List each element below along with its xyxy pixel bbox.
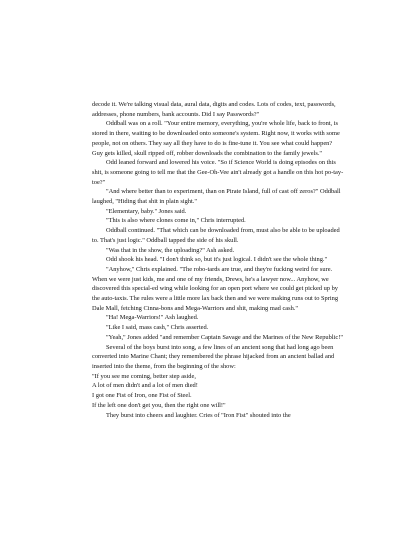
paragraph: Odd shook his head. "I don't think so, but it's just logical. I didn't see the whole thing." <box>106 256 328 264</box>
verse-line: A lot of men didn't and a lot of men died! <box>92 382 198 390</box>
paragraph: They burst into cheers and laughter. Cries of "Iron Fist" shouted into the <box>106 411 291 419</box>
paragraph: "And where better than to experiment, than on Pirate Island, full of cast off zeros?" Oddball laughed, "Hiding that shit in plain sight." <box>92 188 341 206</box>
paragraph: decode it. We're talking visual data, aural data, digits and codes. Lots of codes, text, passwords, addresses, phone numbers, bank accounts. Did I say Passwords?" <box>92 101 336 118</box>
paragraph: "This is also where clones come in," Chris interrupted. <box>106 217 246 225</box>
paragraph: Oddball continued. "That which can be downloaded from, must also be able to be uploaded to. That's just logic." Oddball tapped the side of his skull. <box>92 227 340 244</box>
verse-line: I got one Fist of Iron, one Fist of Steel. <box>92 392 192 400</box>
verse-line: "If you see me coming, better step aside, <box>92 372 196 380</box>
paragraph: Several of the boys burst into song, a few lines of an ancient song that had long ago been converted into Marine Chant; they remembered the phrase hijacked from an ancient ballad and inserted into the theme, from the beginning of the show: <box>92 343 335 370</box>
paragraph: "Yeah," Jones added "and remember Captain Savage and the Marines of the New Republic!" <box>106 333 343 341</box>
paragraph: "Elementary, baby." Jones said. <box>106 207 187 215</box>
paragraph: "Was that in the show, the uploading?" Ash asked. <box>106 246 235 254</box>
paragraph: Oddball was on a roll. "Your entire memory, everything, you're whole life, back to front, is stored in there, waiting to be downloaded onto someone's system. Right now, it works with some people, not on others. They say all they have to do is fine-tune it. You see what could happen? Guy gets killed, skull ripped off, robber downloads the combination to the family jewels." <box>92 120 340 157</box>
paragraph: Odd leaned forward and lowered his voice. "So if Science World is doing episodes on this shit, is someone going to tell me that the Gee-Oh-Vee ain't already got a handle on this hot po-tay-toe?" <box>92 159 344 186</box>
document-page <box>92 100 344 420</box>
paragraph: "Like I said, mass cash," Chris asserted. <box>106 324 209 332</box>
paragraph: "Ha! Mega-Warriors!" Ash laughed. <box>106 314 199 322</box>
paragraph: "Anyhow," Chris explained. "The robo-tards are true, and they're fucking weird for sure. When we were just kids, me and one of my friends, Drews, he's a lawyer now... Anyhow, we discovered this special-ed wing while looking for an open port where we could get picked up by the auto-taxis. The rules were a little more lax back then and we were making runs out to Spring Dale Mall, fetching Cinna-bons and Mega-Warriors and shit, making mad cash." <box>92 265 339 312</box>
verse-line: If the left one don't get you, then the right one will!" <box>92 401 226 409</box>
